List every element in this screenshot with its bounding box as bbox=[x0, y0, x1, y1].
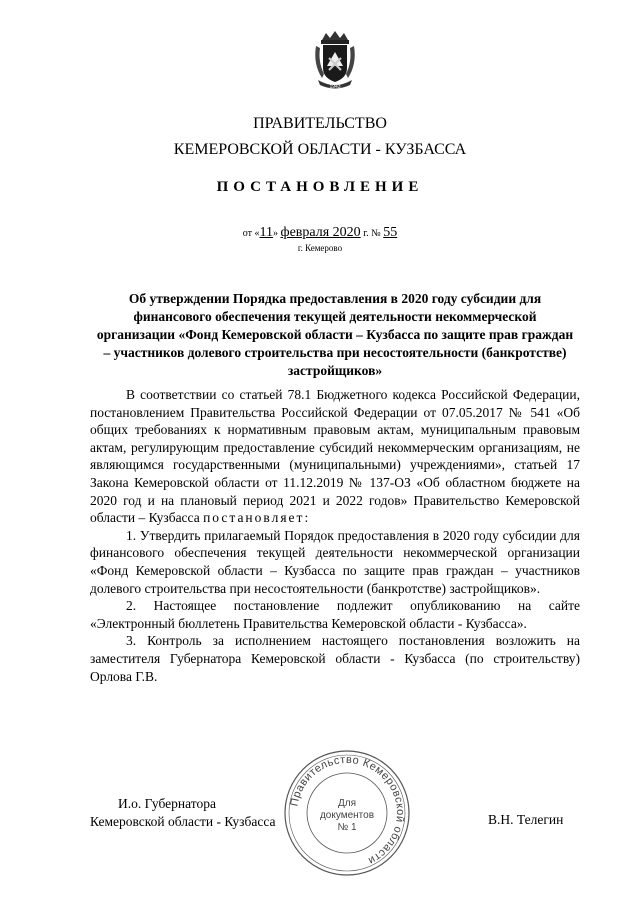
emblem-year: 1943 bbox=[329, 84, 341, 90]
stamp-ring-text: Правительство Кемеровской области bbox=[288, 753, 407, 867]
stamp-center-line3: № 1 bbox=[337, 822, 357, 833]
position-line2: Кемеровской области - Кузбасса bbox=[90, 814, 276, 829]
stamp-center-line2: документов bbox=[319, 810, 375, 821]
date-month-year: февраля 2020 bbox=[280, 225, 361, 240]
city: г. Кемерово bbox=[297, 243, 343, 253]
item-2: 2. Настоящее постановление подлежит опубликованию на сайте «Электронный бюллетень Правительства Кемеровской области - Кузбасса». bbox=[90, 598, 580, 631]
document-type: ПОСТАНОВЛЕНИЕ bbox=[216, 179, 424, 195]
item-1: 1. Утвердить прилагаемый Порядок предоставления в 2020 году субсидии для финансового обеспечения текущей деятельности некоммерческой организации «Фонд Кемеровской области – Кузбасса по защите прав граждан – участников долевого строительства при несостоятельности (банкротстве) застройщиков». bbox=[90, 527, 580, 596]
coat-of-arms-icon bbox=[310, 30, 360, 92]
signatory-position bbox=[90, 795, 275, 831]
stamp-center-line1: Для bbox=[337, 798, 357, 809]
org-name-line2: КЕМЕРОВСКОЙ ОБЛАСТИ - КУЗБАССА bbox=[173, 141, 467, 158]
date-day: 11 bbox=[259, 225, 274, 240]
document-body bbox=[90, 386, 580, 685]
official-stamp-icon bbox=[282, 748, 412, 878]
item-3: 3. Контроль за исполнением настоящего постановления возложить на заместителя Губернатора Кемеровской области - Кузбасса (по строительству) Орлова Г.В. bbox=[90, 633, 580, 684]
date-line bbox=[0, 225, 640, 241]
org-name-line1: ПРАВИТЕЛЬСТВО bbox=[253, 115, 387, 132]
preamble-text: В соответствии со статьей 78.1 Бюджетного кодекса Российской Федерации, постановлением Правительства Российской Федерации от 07.05.2017 № 541 «Об общих требованиях к нормативным правовым актам, муниципальным правовым актам, регулирующим предоставление субсидий некоммерческим организациям, не являющимся государственными (муниципальными) учреждениями», статьей 17 Закона Кемеровской области от 11.12.2019 № 137-ОЗ «Об областном бюджете на 2020 год и на плановый период 2021 и 2022 годов» Правительство Кемеровской области – Кузбасса bbox=[90, 387, 580, 526]
document-title: Об утверждении Порядка предоставления в 2020 году субсидии для финансового обеспечения текущей деятельности некоммерческой организации «Фонд Кемеровской области – Кузбасса по защите прав граждан – участников долевого строительства при несостоятельности (банкротстве) застройщиков» bbox=[96, 291, 574, 378]
resolves-word: постановляет: bbox=[203, 510, 311, 526]
year-suffix: г. № bbox=[363, 228, 381, 239]
signatory-name: В.Н. Телегин bbox=[488, 812, 564, 827]
preamble-paragraph bbox=[90, 386, 580, 527]
position-line1: И.о. Губернатора bbox=[118, 796, 217, 811]
date-mid: » bbox=[273, 228, 279, 239]
date-prefix: от « bbox=[242, 228, 260, 239]
document-number: 55 bbox=[383, 225, 398, 240]
